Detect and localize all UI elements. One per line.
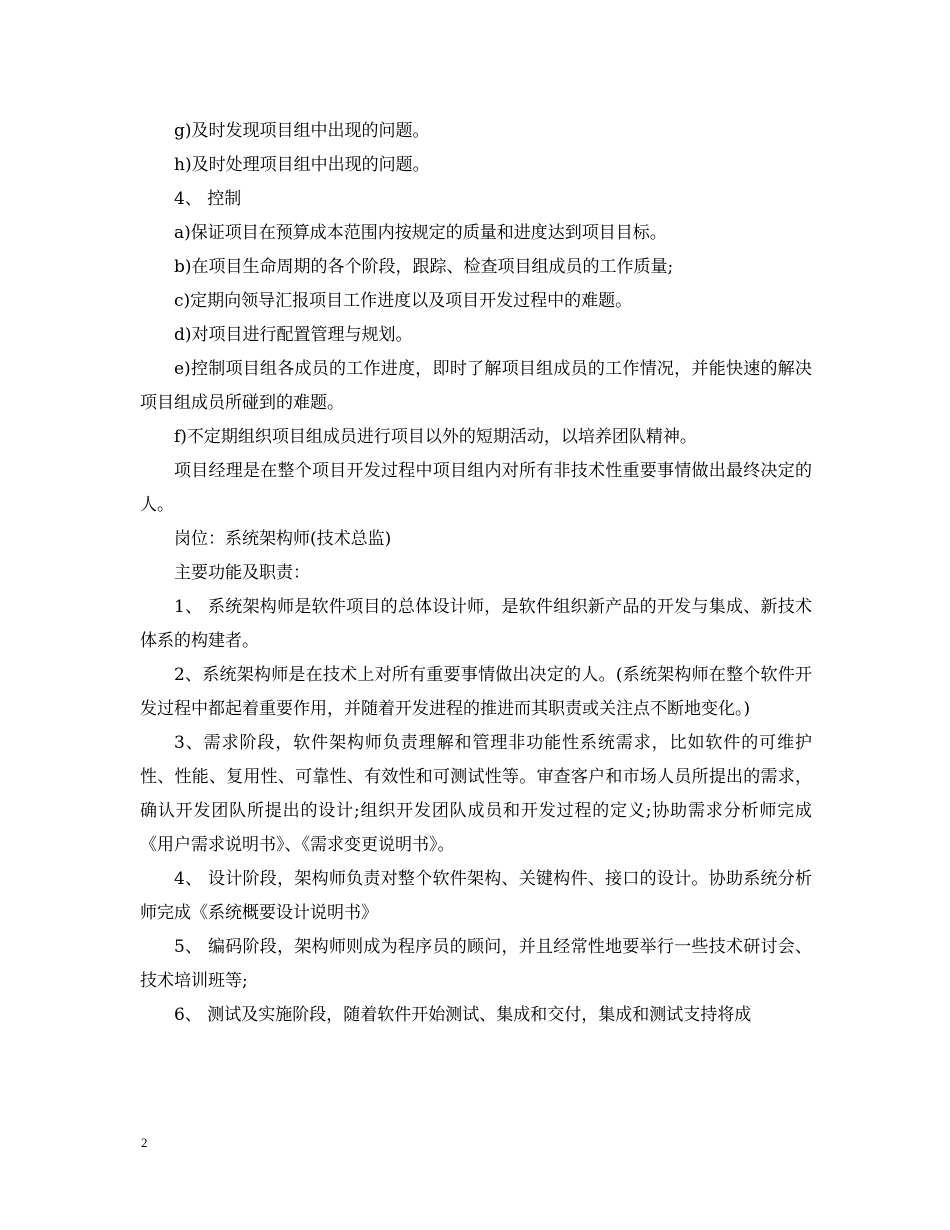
paragraph: e)控制项目组各成员的工作进度，即时了解项目组成员的工作情况，并能快速的解决项目组成员所碰到的难题。 xyxy=(140,359,812,413)
paragraph: h)及时处理项目组中出现的问题。 xyxy=(174,155,430,175)
paragraph: d)对项目进行配置管理与规划。 xyxy=(174,325,413,345)
paragraph: 5、 编码阶段，架构师则成为程序员的顾问，并且经常性地要举行一些技术研讨会、技术培训班等; xyxy=(140,937,812,991)
paragraph: 4、 设计阶段，架构师负责对整个软件架构、关键构件、接口的设计。协助系统分析师完成《系统概要设计说明书》 xyxy=(140,869,812,923)
paragraph: 1、 系统架构师是软件项目的总体设计师，是软件组织新产品的开发与集成、新技术体系的构建者。 xyxy=(140,597,812,651)
paragraph: b)在项目生命周期的各个阶段，跟踪、检查项目组成员的工作质量; xyxy=(174,257,674,277)
paragraph: c)定期向领导汇报项目工作进度以及项目开发过程中的难题。 xyxy=(174,291,633,311)
paragraph: 2、系统架构师是在技术上对所有重要事情做出决定的人。(系统架构师在整个软件开发过程中都起着重要作用，并随着开发进程的推进而其职责或关注点不断地变化。) xyxy=(140,665,812,719)
paragraph: 6、 测试及实施阶段，随着软件开始测试、集成和交付，集成和测试支持将成 xyxy=(174,1005,752,1025)
paragraph: f)不定期组织项目组成员进行项目以外的短期活动，以培养团队精神。 xyxy=(174,427,697,447)
paragraph: a)保证项目在预算成本范围内按规定的质量和进度达到项目目标。 xyxy=(174,223,667,243)
paragraph: 3、需求阶段，软件架构师负责理解和管理非功能性系统需求，比如软件的可维护性、性能、复用性、可靠性、有效性和可测试性等。审查客户和市场人员所提出的需求，确认开发团队所提出的设计;组织开发团队成员和开发过程的定义;协助需求分析师完成《用户需求说明书》、《需求变更说明书》。 xyxy=(140,733,812,855)
section-heading: 4、 控制 xyxy=(174,189,242,209)
paragraph: g)及时发现项目组中出现的问题。 xyxy=(174,121,430,141)
page-number: 2 xyxy=(141,1135,148,1150)
paragraph: 项目经理是在整个项目开发过程中项目组内对所有非技术性重要事情做出最终决定的人。 xyxy=(140,461,812,515)
document-body xyxy=(140,114,812,1032)
position-title: 岗位：系统架构师(技术总监) xyxy=(174,529,392,549)
duties-heading: 主要功能及职责： xyxy=(174,563,310,583)
